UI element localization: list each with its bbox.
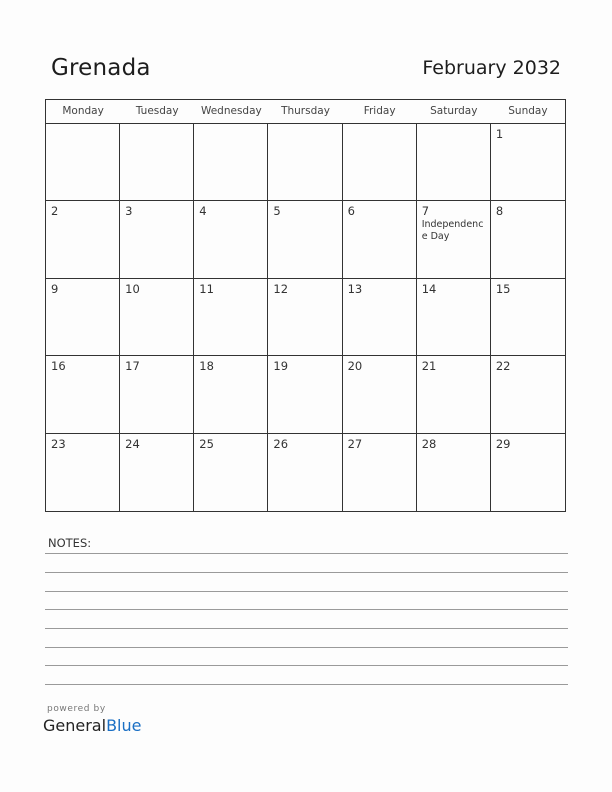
day-number: 21 [421,359,437,374]
day-number: 25 [199,436,214,451]
country-title: Grenada [51,55,151,81]
day-number: 14 [421,281,437,296]
day-cell [417,124,491,201]
day-cell [343,201,417,278]
note-line [45,609,568,610]
day-number: 13 [347,281,363,296]
day-cell [343,124,417,201]
holiday-event: Independence Day [421,219,484,243]
day-cell [194,124,268,201]
day-cell [194,279,268,356]
note-line [45,684,568,685]
day-number: 15 [495,281,511,296]
powered-by-text: powered by [47,704,106,714]
day-cell [491,356,565,433]
day-number: 7 [421,204,430,219]
weekday-header-row [46,100,565,124]
day-number: 10 [125,281,140,296]
day-cell [46,279,120,356]
weekday-label: Sunday [508,105,548,117]
brand-blue: Blue [106,716,142,735]
day-cell [343,434,417,511]
note-line [45,591,568,592]
day-cells [46,124,565,511]
day-cell [194,356,268,433]
day-cell [46,434,120,511]
notes-label: NOTES: [48,536,92,550]
day-number: 1 [495,127,504,141]
day-cell [343,356,417,433]
day-cell [268,434,342,511]
day-cell [194,201,268,278]
day-number: 20 [347,359,363,374]
day-number: 28 [421,436,437,451]
day-number: 23 [51,436,66,451]
day-cell [120,201,194,278]
day-number: 17 [125,359,140,374]
day-number: 27 [347,436,363,451]
day-number: 26 [273,436,289,451]
day-cell [120,279,194,356]
day-number: 12 [273,281,289,296]
day-cell [268,279,342,356]
day-cell [343,279,417,356]
note-line [45,665,568,666]
day-number: 3 [125,204,133,219]
month-year-title: February 2032 [422,57,561,79]
day-cell [491,201,565,278]
day-cell [120,356,194,433]
day-cell [46,201,120,278]
day-cell [268,201,342,278]
day-cell [417,279,491,356]
weekday-label: Friday [363,105,396,117]
weekday-label: Tuesday [135,105,179,117]
weekday-label: Monday [62,105,104,117]
day-number: 5 [273,204,281,219]
day-number: 19 [273,359,289,374]
brand-general: General [43,716,107,735]
calendar-grid [45,99,566,512]
weekday-label: Thursday [281,105,330,117]
day-cell [491,434,565,511]
day-number: 6 [347,204,355,219]
note-line [45,553,568,554]
day-cell [491,279,565,356]
day-cell [268,356,342,433]
day-cell [194,434,268,511]
weekday-label: Saturday [430,105,478,117]
weekday-label: Wednesday [200,105,262,117]
day-cell [491,124,565,201]
day-cell [417,356,491,433]
day-number: 24 [125,436,140,451]
day-number: 9 [51,281,59,296]
day-cell [120,124,194,201]
day-number: 11 [199,281,214,296]
day-number: 2 [51,204,59,219]
day-number: 18 [199,359,214,374]
note-line [45,647,568,648]
day-number: 16 [51,359,66,374]
day-cell [268,124,342,201]
note-line [45,572,568,573]
day-number: 4 [199,204,207,219]
day-number: 29 [495,436,511,451]
day-cell [417,434,491,511]
generalblue-logo [43,716,141,735]
day-cell [46,356,120,433]
day-number: 22 [495,359,511,374]
day-cell [46,124,120,201]
day-cell [120,434,194,511]
note-line [45,628,568,629]
day-cell [417,201,491,278]
day-number: 8 [495,204,504,219]
